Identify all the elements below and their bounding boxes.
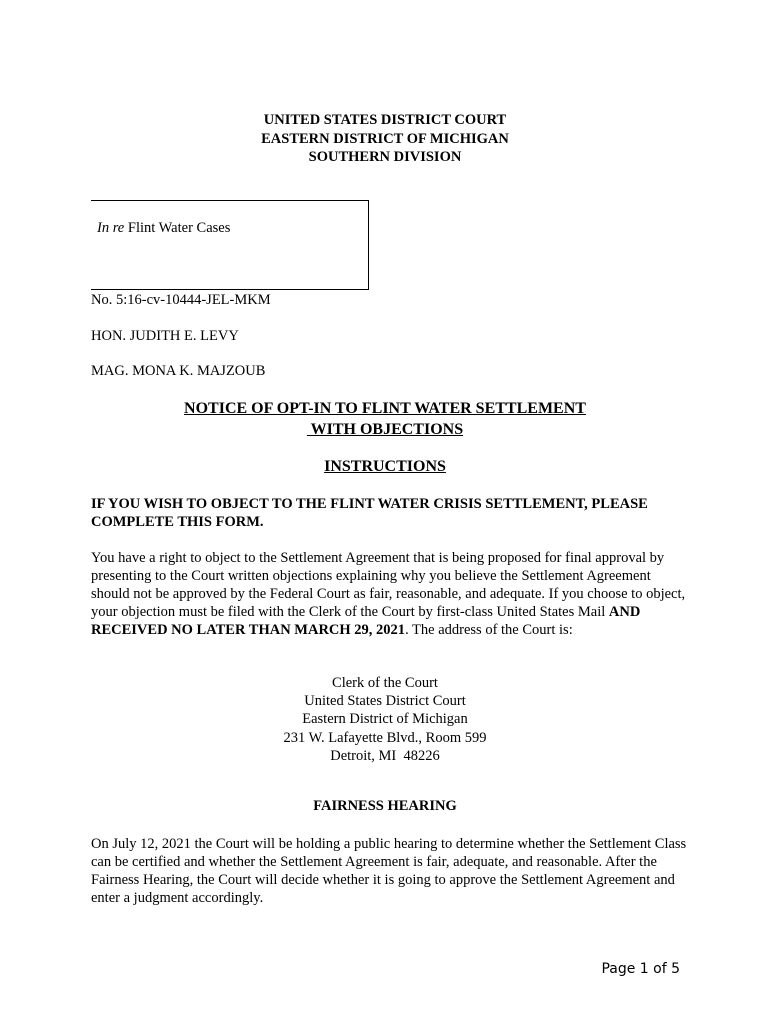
in-re-label: In re xyxy=(97,220,125,236)
address-line-5: Detroit, MI 48226 xyxy=(330,747,440,764)
address-line-2: United States District Court xyxy=(304,693,466,710)
objection-text-2: . The address of the Court is: xyxy=(405,622,573,638)
objection-paragraph xyxy=(91,549,691,639)
page-number: Page 1 of 5 xyxy=(601,961,680,977)
court-header xyxy=(0,111,770,167)
address-line-1: Clerk of the Court xyxy=(332,675,438,691)
court-name: UNITED STATES DISTRICT COURT xyxy=(263,112,507,128)
case-caption xyxy=(97,220,230,237)
objection-text-1: You have a right to object to the Settlement Agreement that is being proposed for final approval by presenting to the Court written objections explaining why you believe the Settlement Agreement should not be approved by the Federal Court as fair, reasonable, and adequate. If you choose to object, your objection must be filed with the Clerk of the Court by first-class United States Mail xyxy=(91,550,686,620)
case-name: Flint Water Cases xyxy=(124,220,231,236)
object-heading: IF YOU WISH TO OBJECT TO THE FLINT WATER CRISIS SETTLEMENT, PLEASE COMPLETE THIS FORM. xyxy=(91,496,648,530)
notice-title xyxy=(0,398,770,440)
court-address xyxy=(0,674,770,765)
case-number: No. 5:16-cv-10444-JEL-MKM xyxy=(91,292,271,308)
district-name: EASTERN DISTRICT OF MICHIGAN xyxy=(261,130,509,147)
notice-title-line-1: NOTICE OF OPT-IN TO FLINT WATER SETTLEMENT xyxy=(184,400,586,417)
address-line-4: 231 W. Lafayette Blvd., Room 599 xyxy=(283,729,487,746)
objection-deadline: AND RECEIVED NO LATER THAN MARCH 29, 2021 xyxy=(91,604,641,638)
fairness-paragraph: On July 12, 2021 the Court will be holding a public hearing to determine whether the Settlement Class can be certified and whether the Settlement Agreement is fair, adequate, and reasonable. After the Fairness Hearing, the Court will decide whether it is going to approve the Settlement Agreement and enter a judgment accordingly. xyxy=(91,836,687,906)
judge-name: HON. JUDITH E. LEVY xyxy=(91,328,239,344)
address-line-3: Eastern District of Michigan xyxy=(302,711,468,728)
division-name: SOUTHERN DIVISION xyxy=(308,149,462,165)
notice-title-line-2: WITH OBJECTIONS xyxy=(306,421,464,438)
fairness-hearing-heading: FAIRNESS HEARING xyxy=(313,798,457,814)
instructions-heading: INSTRUCTIONS xyxy=(324,458,446,475)
magistrate-name: MAG. MONA K. MAJZOUB xyxy=(91,363,266,379)
case-caption-box xyxy=(91,200,369,290)
